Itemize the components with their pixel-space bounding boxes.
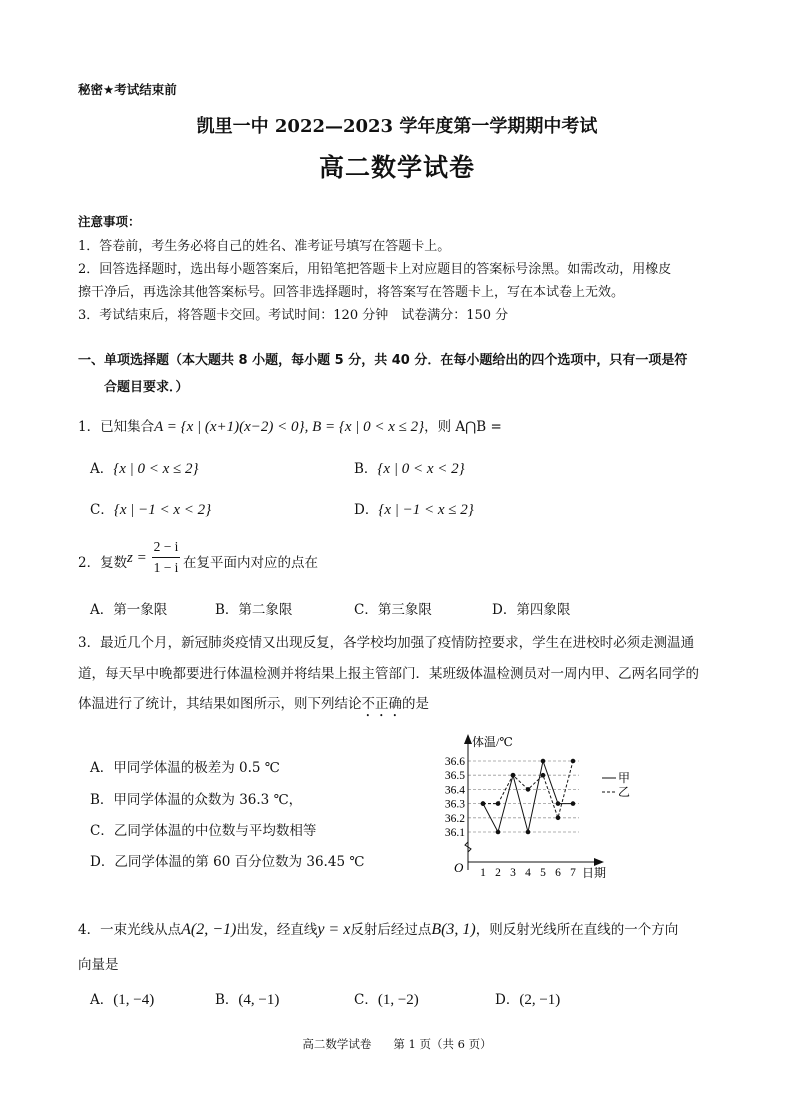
question-1-stem (78, 415, 502, 436)
y-tick-label: 36.6 (444, 756, 465, 768)
x-tick-label: 2 (495, 867, 501, 879)
q1-option-d[interactable]: D．{x | −1 < x ≤ 2} (354, 502, 474, 518)
data-point (526, 787, 531, 792)
q3-option-b[interactable]: B．甲同学体温的众数为 36.3 ℃， (90, 792, 303, 808)
q4-option-c[interactable]: C．(1, −2) (354, 992, 419, 1008)
y-tick-label: 36.2 (444, 812, 465, 825)
q1-set-a: A = {x | (x+1)(x−2) < 0} (154, 419, 305, 435)
page-footer (0, 1036, 794, 1052)
point-a: A(2, −1) (181, 921, 237, 938)
x-tick-label: 3 (510, 867, 516, 879)
x-tick-labels (480, 867, 576, 879)
fraction-bar (152, 557, 180, 558)
data-point (496, 830, 501, 835)
footer-paper: 高二数学试卷 (302, 1037, 372, 1051)
q2-denominator: 1 − i (153, 560, 179, 575)
paper-title: 高二数学试卷 (318, 153, 475, 182)
q1-option-c[interactable]: C．{x | −1 < x < 2} (90, 502, 212, 518)
legend-label: 乙 (618, 785, 631, 799)
data-point (481, 801, 486, 806)
q1-option-a[interactable]: A．{x | 0 < x ≤ 2} (90, 461, 199, 477)
q4-option-b[interactable]: B．(4, −1) (215, 992, 280, 1008)
exam-title: 凯里一中 2022—2023 学年度第一学期期中考试 (196, 116, 598, 137)
q2-option-d[interactable]: D．第四象限 (492, 602, 571, 618)
data-point (496, 801, 501, 806)
data-point (541, 773, 546, 778)
y-tick-label: 36.3 (444, 798, 465, 811)
chart-legend (602, 771, 630, 799)
y-axis-arrow (464, 734, 472, 744)
q2-option-b[interactable]: B．第二象限 (215, 602, 293, 618)
temperature-chart (430, 730, 650, 885)
q2-suffix: 在复平面内对应的点在 (183, 555, 318, 571)
q4-option-a[interactable]: A．(1, −4) (90, 992, 155, 1008)
legend-label: 甲 (618, 771, 631, 785)
y-tick-label: 36.4 (444, 784, 465, 797)
q1-set-b: , B = {x | 0 < x ≤ 2} (304, 419, 425, 435)
q3-stem-line1: 3．最近几个月，新冠肺炎疫情又出现反复，各学校均加强了疫情防控要求，学生在进校时必须走测温通 (78, 635, 695, 651)
q2-option-c[interactable]: C．第三象限 (354, 602, 432, 618)
q4-stem-line2: 向量是 (78, 957, 119, 973)
y-tick-label: 36.1 (444, 827, 465, 839)
x-tick-label: 7 (570, 867, 576, 879)
q1-suffix: ，则 A⋂B = (424, 419, 502, 435)
data-point (571, 801, 576, 806)
line-equation: y = x (317, 921, 351, 938)
q4-option-d[interactable]: D．(2, −1) (495, 992, 561, 1008)
x-tick-label: 5 (540, 867, 546, 879)
q4-stem-line1: 4．一束光线从点A(2, −1)出发，经直线y = x反射后经过点B(3, 1)，则反射光线所在直线的一个方向 (78, 921, 679, 938)
chart-grid (468, 761, 579, 832)
data-point (556, 816, 561, 821)
confidential-mark: 秘密★考试结束前 (78, 82, 177, 97)
section-title: 一、单项选择题（本大题共 8 小题，每小题 5 分，共 40 分．在每小题给出的四个选项中，只有一项是符 (78, 353, 688, 368)
data-point (541, 759, 546, 764)
origin-label: O (454, 860, 464, 875)
emphasis-text: 不正确 (361, 696, 402, 712)
x-axis-arrow (594, 858, 604, 866)
notes-heading: 注意事项： (78, 214, 141, 229)
footer-page-number: 第 1 页（共 6 页） (393, 1037, 492, 1051)
point-b: B(3, 1) (431, 921, 476, 938)
x-tick-label: 4 (525, 867, 531, 879)
data-point (571, 759, 576, 764)
data-point (526, 830, 531, 835)
q1-prefix: 1．已知集合 (78, 419, 155, 435)
q2-numerator: 2 − i (153, 539, 179, 554)
q1-option-b[interactable]: B．{x | 0 < x < 2} (354, 461, 465, 477)
q3-stem-line2: 道，每天早中晚都要进行体温检测并将结果上报主管部门．某班级体温检测员对一周内甲、乙两名同学的 (78, 666, 699, 682)
note-item: 2．回答选择题时，选出每小题答案后，用铅笔把答题卡上对应题目的答案标号涂黑。如需改动，用橡皮 (78, 262, 672, 277)
note-item: 擦干净后，再选涂其他答案标号。回答非选择题时，将答案写在答题卡上，写在本试卷上无效。 (78, 285, 625, 300)
q3-option-c[interactable]: C．乙同学体温的中位数与平均数相等 (90, 823, 317, 839)
q3-stem-line3: 体温进行了统计，其结果如图所示，则下列结论不正确的是 (78, 696, 429, 712)
y-tick-labels (445, 756, 465, 839)
x-tick-label: 1 (480, 867, 486, 879)
chart-series (481, 759, 576, 835)
y-axis-label: 体温/℃ (472, 735, 513, 749)
note-item: 3．考试结束后，将答题卡交回。考试时间：120 分钟 试卷满分：150 分 (78, 308, 509, 323)
x-tick-label: 6 (555, 867, 561, 879)
section-title-cont: 合题目要求．） (104, 380, 189, 395)
q3-option-d[interactable]: D．乙同学体温的第 60 百分位数为 36.45 ℃ (90, 854, 365, 870)
q2-prefix: 2．复数 (78, 555, 128, 571)
data-point (556, 801, 561, 806)
y-tick-label: 36.5 (444, 770, 465, 783)
q3-option-a[interactable]: A．甲同学体温的极差为 0.5 ℃ (90, 760, 280, 776)
data-point (511, 773, 516, 778)
x-axis-label: 日期 (582, 866, 607, 880)
note-item: 1．答卷前，考生务必将自己的姓名、准考证号填写在答题卡上。 (78, 239, 451, 254)
q2-z: z = (127, 550, 147, 566)
q2-option-a[interactable]: A．第一象限 (90, 602, 168, 618)
series-line-甲 (483, 761, 573, 832)
